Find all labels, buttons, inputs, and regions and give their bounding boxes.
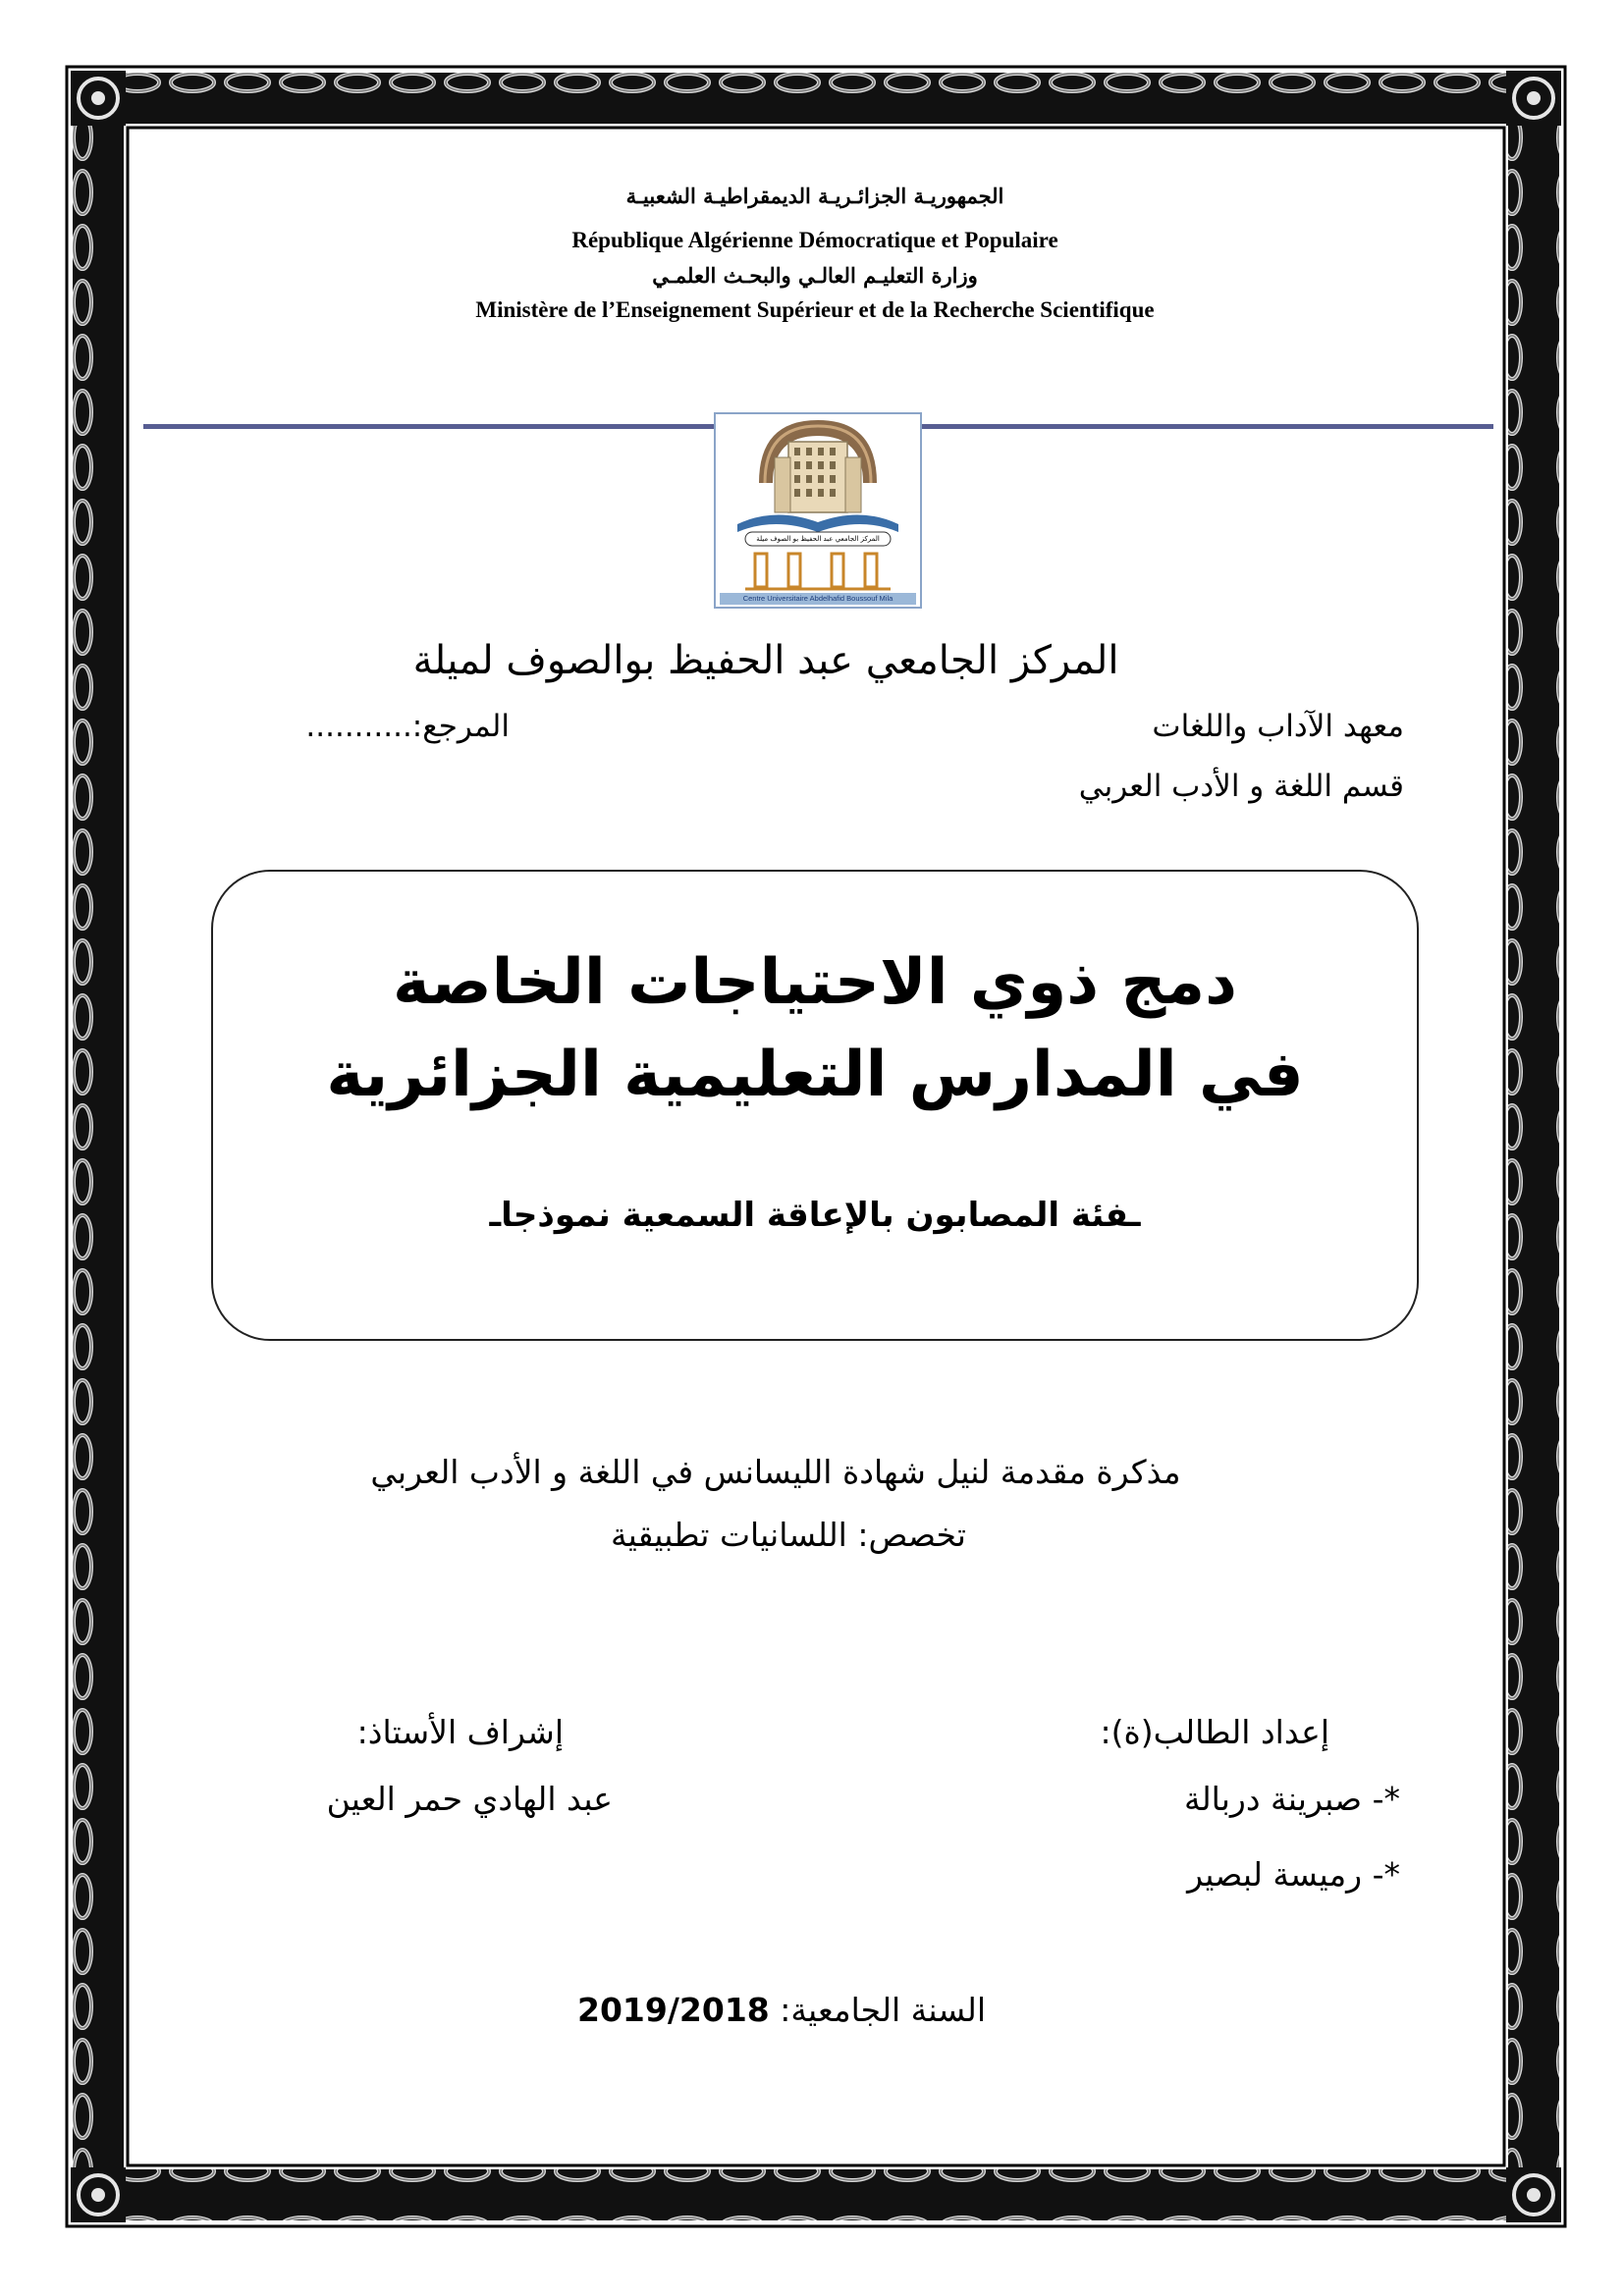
thesis-title-line-2: في المدارس التعليمية الجزائرية <box>326 1039 1304 1111</box>
academic-year-value: 2019/2018 <box>577 1991 770 2029</box>
republic-title-ar: الجمهوريـة الجزائـريـة الديمقراطيـة الشعبيـة <box>625 184 1004 208</box>
supervisor-name: عبد الهادي حمر العين <box>326 1780 613 1818</box>
republic-title-fr: République Algérienne Démocratique et Populaire <box>571 228 1058 252</box>
reference-field: المرجع:........... <box>305 709 510 744</box>
student-name-text: صبرينة دربالة <box>1183 1780 1363 1818</box>
students-label: إعداد الطالب(ة): <box>1100 1713 1329 1751</box>
center-name: المركز الجامعي عبد الحفيظ بوالصوف لميلة <box>412 638 1119 683</box>
ministry-title-fr: Ministère de l’Enseignement Supérieur et de la Recherche Scientifique <box>475 297 1155 322</box>
list-bullet: *- <box>1372 1780 1400 1818</box>
degree-specialty: تخصص: اللسانيات تطبيقية <box>610 1516 966 1554</box>
thesis-subtitle: ـفئة المصابون بالإعاقة السمعية نموذجاـ <box>489 1196 1141 1235</box>
supervisor-label: إشراف الأستاذ: <box>356 1713 564 1751</box>
ministry-title-ar: وزارة التعليـم العالـي والبحـث العلمـي <box>652 263 978 288</box>
thesis-title-line-1: دمج ذوي الاحتياجات الخاصة <box>393 946 1237 1019</box>
corner-ornament <box>71 71 126 126</box>
corner-ornament <box>1506 71 1561 126</box>
institute-name: معهد الآداب واللغات <box>1152 709 1404 744</box>
corner-ornament <box>1506 2167 1561 2222</box>
student-name <box>1187 1855 1400 1894</box>
degree-statement: مذكرة مقدمة لنيل شهادة الليسانس في اللغة و الأدب العربي <box>370 1453 1181 1491</box>
corner-ornament <box>71 2167 126 2222</box>
academic-year-label: السنة الجامعية: <box>780 1991 986 2029</box>
academic-year <box>577 1991 986 2029</box>
university-logo <box>714 412 922 609</box>
logo-caption: Centre Universitaire Abdelhafid Boussouf Mila <box>742 594 893 603</box>
student-name <box>1184 1780 1400 1818</box>
list-bullet: *- <box>1372 1855 1400 1894</box>
thesis-title-box <box>211 870 1419 1341</box>
university-building-icon <box>716 414 920 607</box>
department-name: قسم اللغة و الأدب العربي <box>1078 769 1404 804</box>
logo-banner-text: المركز الجامعي عبد الحفيظ بو الصوف ميلة <box>756 535 880 543</box>
student-name-text: رميسة لبصير <box>1187 1855 1363 1894</box>
